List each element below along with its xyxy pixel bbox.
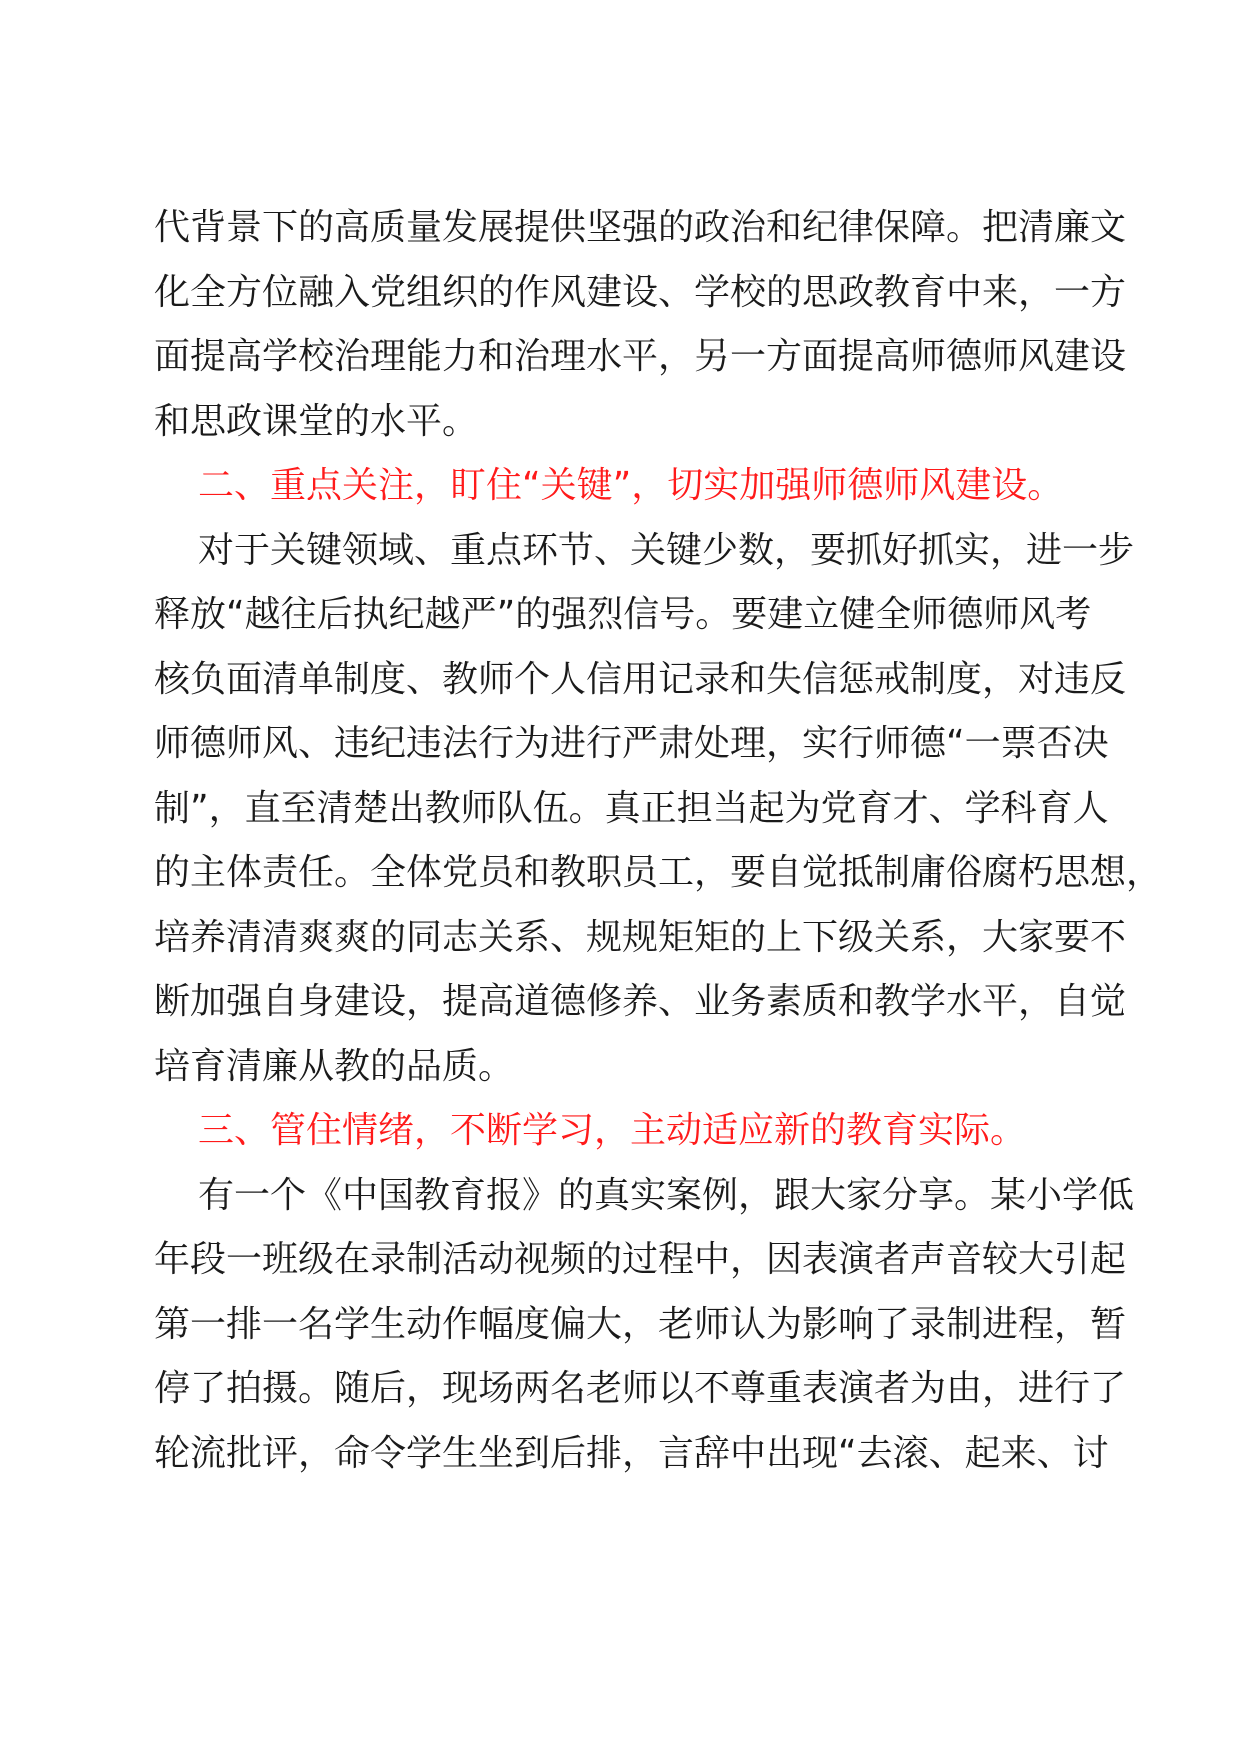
text-line: 第一排一名学生动作幅度偏大，老师认为影响了录制进程，暂: [154, 1303, 1127, 1345]
paragraph-3: [154, 1164, 1135, 1487]
paragraph-2: [154, 519, 1163, 1100]
text-line: 和思政课堂的水平。: [154, 400, 479, 442]
paragraph-1: [154, 196, 1127, 454]
text-line: 化全方位融入党组织的作风建设、学校的思政教育中来，一方: [154, 271, 1127, 313]
text-line: 轮流批评，命令学生坐到后排，言辞中出现“去滚、起来、讨: [154, 1432, 1109, 1474]
section-heading-2: 二、重点关注，盯住“关键”，切实加强师德师风建设。: [198, 465, 1064, 506]
text-line: 对于关键领域、重点环节、关键少数，要抓好抓实，进一步: [198, 529, 1135, 571]
section-heading-3: 三、管住情绪，不断学习，主动适应新的教育实际。: [198, 1110, 1027, 1151]
text-line: 的主体责任。全体党员和教职员工，要自觉抵制庸俗腐朽思想，: [154, 852, 1163, 893]
text-line: 面提高学校治理能力和治理水平，另一方面提高师德师风建设: [154, 336, 1127, 377]
text-line: 核负面清单制度、教师个人信用记录和失信惩戒制度，对违反: [154, 658, 1127, 700]
text-line: 培养清清爽爽的同志关系、规规矩矩的上下级关系，大家要不: [154, 916, 1127, 958]
text-line: 培育清廉从教的品质。: [154, 1045, 515, 1087]
text-line: 年段一班级在录制活动视频的过程中，因表演者声音较大引起: [154, 1239, 1127, 1280]
text-line: 有一个《中国教育报》的真实案例，跟大家分享。某小学低: [198, 1174, 1135, 1216]
text-line: 断加强自身建设，提高道德修养、业务素质和教学水平，自觉: [154, 981, 1127, 1022]
text-line: 制”，直至清楚出教师队伍。真正担当起为党育才、学科育人: [154, 787, 1109, 829]
text-line: 代背景下的高质量发展提供坚强的政治和纪律保障。把清廉文: [154, 207, 1127, 248]
text-line: 释放“越往后执纪越严”的强烈信号。要建立健全师德师风考: [154, 594, 1092, 635]
text-line: 停了拍摄。随后，现场两名老师以不尊重表演者为由，进行了: [154, 1368, 1127, 1409]
text-line: 师德师风、违纪违法行为进行严肃处理，实行师德“一票否决: [154, 723, 1109, 764]
document-body: [154, 196, 1163, 1486]
